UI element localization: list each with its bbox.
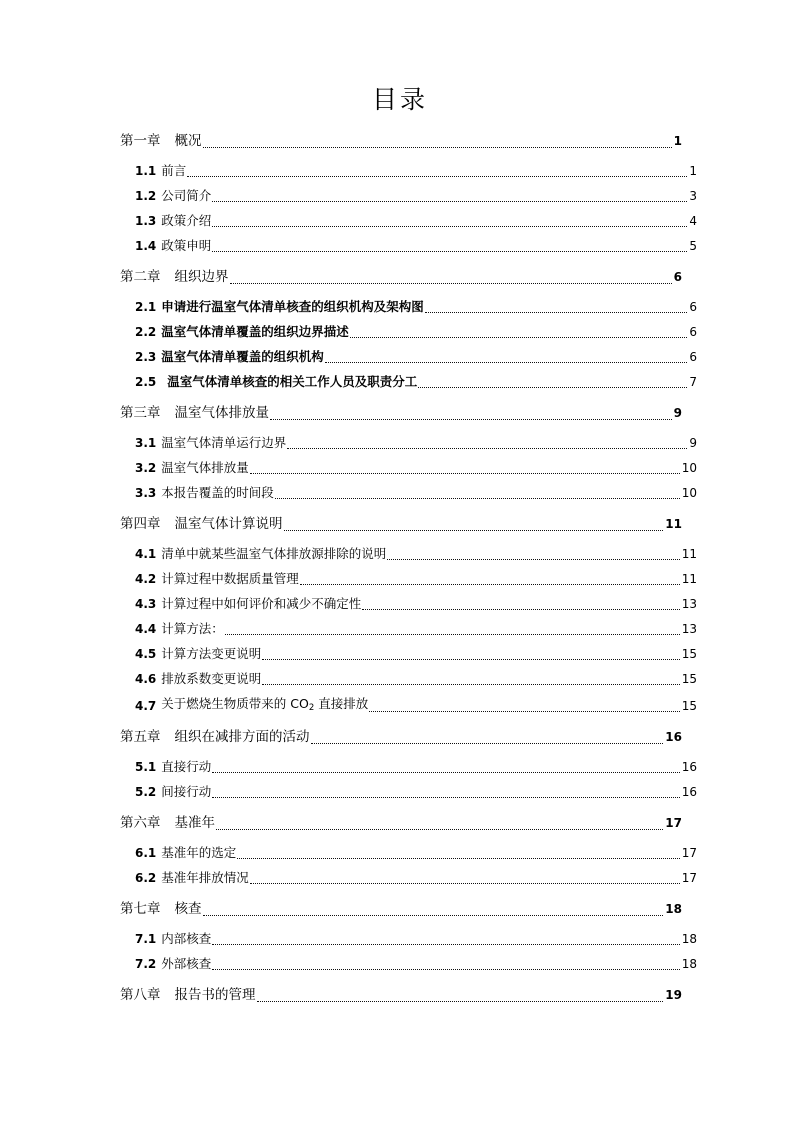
dot-leader: [284, 521, 664, 535]
dot-leader: [187, 168, 687, 181]
toc-entry-label: 清单中就某些温室气体排放源排除的说明: [161, 546, 387, 561]
toc-section-entry[interactable]: [135, 645, 697, 663]
dot-leader: [212, 961, 679, 974]
dot-leader: [311, 734, 664, 748]
toc-section-entry[interactable]: [135, 620, 697, 638]
toc-section-entry[interactable]: [135, 670, 697, 688]
dot-leader: [225, 626, 680, 639]
toc-entry-label: 计算方法：: [161, 621, 224, 636]
toc-entry-label: 组织在减排方面的活动: [174, 729, 310, 745]
toc-entry-label: 政策介绍: [161, 213, 212, 228]
dot-leader: [216, 820, 663, 834]
toc-entry-page-number: 16: [681, 785, 697, 799]
dot-leader: [387, 551, 679, 564]
toc-entry-page-number: 1: [689, 164, 697, 178]
toc-entry-label: 计算过程中如何评价和减少不确定性: [161, 596, 362, 611]
dot-leader: [203, 138, 672, 152]
toc-entry-page-number: 6: [689, 300, 697, 314]
toc-entry-page-number: 11: [665, 517, 682, 531]
dot-leader: [203, 906, 664, 920]
toc-entry-page-number: 13: [681, 597, 697, 611]
toc-entry-page-number: 18: [681, 932, 697, 946]
toc-chapter-entry[interactable]: [120, 132, 682, 151]
toc-entry-number: 2.1: [135, 300, 157, 314]
toc-entry-page-number: 17: [681, 846, 697, 860]
toc-entry-label: 计算方法变更说明: [161, 646, 262, 661]
toc-chapter-entry[interactable]: [120, 986, 682, 1005]
toc-section-entry[interactable]: [135, 237, 697, 255]
toc-entry-label: 本报告覆盖的时间段: [161, 485, 274, 500]
toc-chapter-entry[interactable]: [120, 515, 682, 534]
toc-entry-number: 4.4: [135, 622, 157, 636]
dot-leader: [250, 465, 680, 478]
toc-entry-number: 4.3: [135, 597, 157, 611]
toc-entry-label: 概况: [174, 133, 202, 149]
toc-entry-number: 4.5: [135, 647, 157, 661]
dot-leader: [237, 850, 679, 863]
toc-entry-page-number: 9: [689, 436, 697, 450]
toc-chapter-entry[interactable]: [120, 728, 682, 747]
toc-list: [120, 132, 697, 1005]
toc-entry-label: 温室气体排放量: [174, 405, 269, 421]
toc-section-entry[interactable]: [135, 459, 697, 477]
toc-section-entry[interactable]: [135, 930, 697, 948]
toc-entry-page-number: 18: [665, 902, 682, 916]
toc-entry-number: 2.3: [135, 350, 157, 364]
toc-entry-number: 第四章: [120, 516, 161, 532]
toc-entry-page-number: 15: [681, 647, 697, 661]
toc-entry-label: 内部核查: [161, 931, 212, 946]
toc-section-entry[interactable]: [135, 758, 697, 776]
dot-leader: [369, 703, 680, 716]
toc-entry-page-number: 1: [673, 134, 682, 148]
toc-entry-number: 3.2: [135, 461, 157, 475]
toc-section-entry[interactable]: [135, 212, 697, 230]
toc-entry-number: 7.1: [135, 932, 157, 946]
toc-entry-number: 第一章: [120, 133, 161, 149]
toc-section-entry[interactable]: [135, 783, 697, 801]
toc-entry-label: 政策申明: [161, 238, 212, 253]
toc-entry-page-number: 15: [681, 699, 697, 713]
toc-entry-number: 第七章: [120, 901, 161, 917]
toc-entry-label: 直接行动: [161, 759, 212, 774]
dot-leader: [212, 243, 687, 256]
toc-chapter-entry[interactable]: [120, 814, 682, 833]
dot-leader: [212, 789, 679, 802]
toc-chapter-entry[interactable]: [120, 900, 682, 919]
toc-entry-page-number: 6: [673, 270, 682, 284]
toc-entry-number: 4.7: [135, 699, 157, 713]
toc-entry-number: 6.2: [135, 871, 157, 885]
toc-section-entry[interactable]: [135, 484, 697, 502]
toc-entry-number: 第三章: [120, 405, 161, 421]
toc-entry-page-number: 4: [689, 214, 697, 228]
toc-section-entry[interactable]: [135, 955, 697, 973]
dot-leader: [262, 651, 679, 664]
toc-entry-page-number: 13: [681, 622, 697, 636]
toc-entry-page-number: 18: [681, 957, 697, 971]
toc-section-entry[interactable]: [135, 298, 697, 316]
toc-entry-label: 基准年排放情况: [161, 870, 249, 885]
dot-leader: [230, 274, 672, 288]
toc-entry-number: 2.2: [135, 325, 157, 339]
dot-leader: [418, 379, 687, 392]
toc-entry-label: 温室气体计算说明: [174, 516, 283, 532]
dot-leader: [325, 354, 688, 367]
toc-entry-page-number: 10: [681, 461, 697, 475]
toc-entry-number: 6.1: [135, 846, 157, 860]
toc-entry-label: 温室气体清单运行边界: [161, 435, 287, 450]
toc-entry-label: 核查: [174, 901, 202, 917]
toc-entry-number: 3.3: [135, 486, 157, 500]
toc-entry-page-number: 11: [681, 572, 697, 586]
toc-section-entry[interactable]: [135, 323, 697, 341]
toc-entry-page-number: 17: [681, 871, 697, 885]
dot-leader: [275, 490, 680, 503]
toc-entry-number: 第二章: [120, 269, 161, 285]
toc-section-entry[interactable]: [135, 844, 697, 862]
toc-entry-number: 1.4: [135, 239, 157, 253]
toc-entry-label: 报告书的管理: [174, 987, 256, 1003]
dot-leader: [212, 764, 679, 777]
toc-entry-label: 前言: [161, 163, 187, 178]
toc-entry-number: 1.3: [135, 214, 157, 228]
toc-entry-number: 4.1: [135, 547, 157, 561]
dot-leader: [212, 218, 687, 231]
toc-entry-page-number: 15: [681, 672, 697, 686]
dot-leader: [257, 992, 664, 1006]
dot-leader: [362, 601, 679, 614]
toc-section-entry[interactable]: [135, 869, 697, 887]
toc-entry-label: 温室气体排放量: [161, 460, 249, 475]
toc-entry-number: 2.5: [135, 375, 157, 389]
toc-entry-label: 外部核查: [161, 956, 212, 971]
toc-section-entry[interactable]: [135, 570, 697, 588]
page-title: 目录: [371, 85, 428, 114]
toc-entry-page-number: 5: [689, 239, 697, 253]
toc-entry-number: 第五章: [120, 729, 161, 745]
dot-leader: [425, 304, 688, 317]
dot-leader: [287, 440, 687, 453]
toc-chapter-entry[interactable]: [120, 404, 682, 423]
toc-entry-label: 公司简介: [161, 188, 212, 203]
toc-entry-page-number: 11: [681, 547, 697, 561]
toc-entry-number: 5.1: [135, 760, 157, 774]
toc-entry-label: 申请进行温室气体清单核查的组织机构及架构图: [161, 299, 424, 314]
toc-entry-page-number: 16: [665, 730, 682, 744]
toc-section-entry[interactable]: [135, 545, 697, 563]
dot-leader: [250, 875, 680, 888]
toc-entry-number: 1.1: [135, 164, 157, 178]
toc-section-entry[interactable]: [135, 187, 697, 205]
toc-chapter-entry[interactable]: [120, 268, 682, 287]
toc-entry-page-number: 3: [689, 189, 697, 203]
toc-section-entry[interactable]: [135, 162, 697, 180]
dot-leader: [270, 410, 672, 424]
toc-entry-page-number: 6: [689, 350, 697, 364]
toc-entry-label: 温室气体清单覆盖的组织机构: [161, 349, 324, 364]
toc-entry-page-number: 19: [665, 988, 682, 1002]
toc-entry-label: 基准年: [174, 815, 215, 831]
toc-entry-number: 3.1: [135, 436, 157, 450]
toc-entry-label: 组织边界: [174, 269, 229, 285]
toc-entry-page-number: 16: [681, 760, 697, 774]
toc-entry-page-number: 6: [689, 325, 697, 339]
dot-leader: [212, 936, 679, 949]
toc-entry-number: 7.2: [135, 957, 157, 971]
toc-entry-number: 5.2: [135, 785, 157, 799]
toc-entry-number: 1.2: [135, 189, 157, 203]
toc-section-entry[interactable]: [135, 595, 697, 613]
toc-entry-number: 4.2: [135, 572, 157, 586]
dot-leader: [212, 193, 687, 206]
toc-entry-label: 排放系数变更说明: [161, 671, 262, 686]
toc-entry-label: 计算过程中数据质量管理: [161, 571, 299, 586]
toc-entry-page-number: 9: [673, 406, 682, 420]
toc-entry-number: 第八章: [120, 987, 161, 1003]
toc-entry-page-number: 17: [665, 816, 682, 830]
dot-leader: [262, 676, 679, 689]
dot-leader: [350, 329, 688, 342]
toc-entry-label: 温室气体清单核查的相关工作人员及职责分工: [167, 374, 418, 389]
toc-section-entry[interactable]: [135, 348, 697, 366]
toc-entry-number: 第六章: [120, 815, 161, 831]
toc-entry-label: 关于燃烧生物质带来的 $CO_2$ 直接排放: [161, 696, 369, 713]
toc-section-entry[interactable]: [135, 434, 697, 452]
toc-entry-label: 间接行动: [161, 784, 212, 799]
toc-entry-label: 基准年的选定: [161, 845, 237, 860]
toc-entry-page-number: 7: [689, 375, 697, 389]
toc-entry-page-number: 10: [681, 486, 697, 500]
toc-section-entry[interactable]: [135, 373, 697, 391]
toc-section-entry[interactable]: [135, 695, 697, 715]
toc-entry-number: 4.6: [135, 672, 157, 686]
toc-entry-label: 温室气体清单覆盖的组织边界描述: [161, 324, 349, 339]
dot-leader: [300, 576, 680, 589]
